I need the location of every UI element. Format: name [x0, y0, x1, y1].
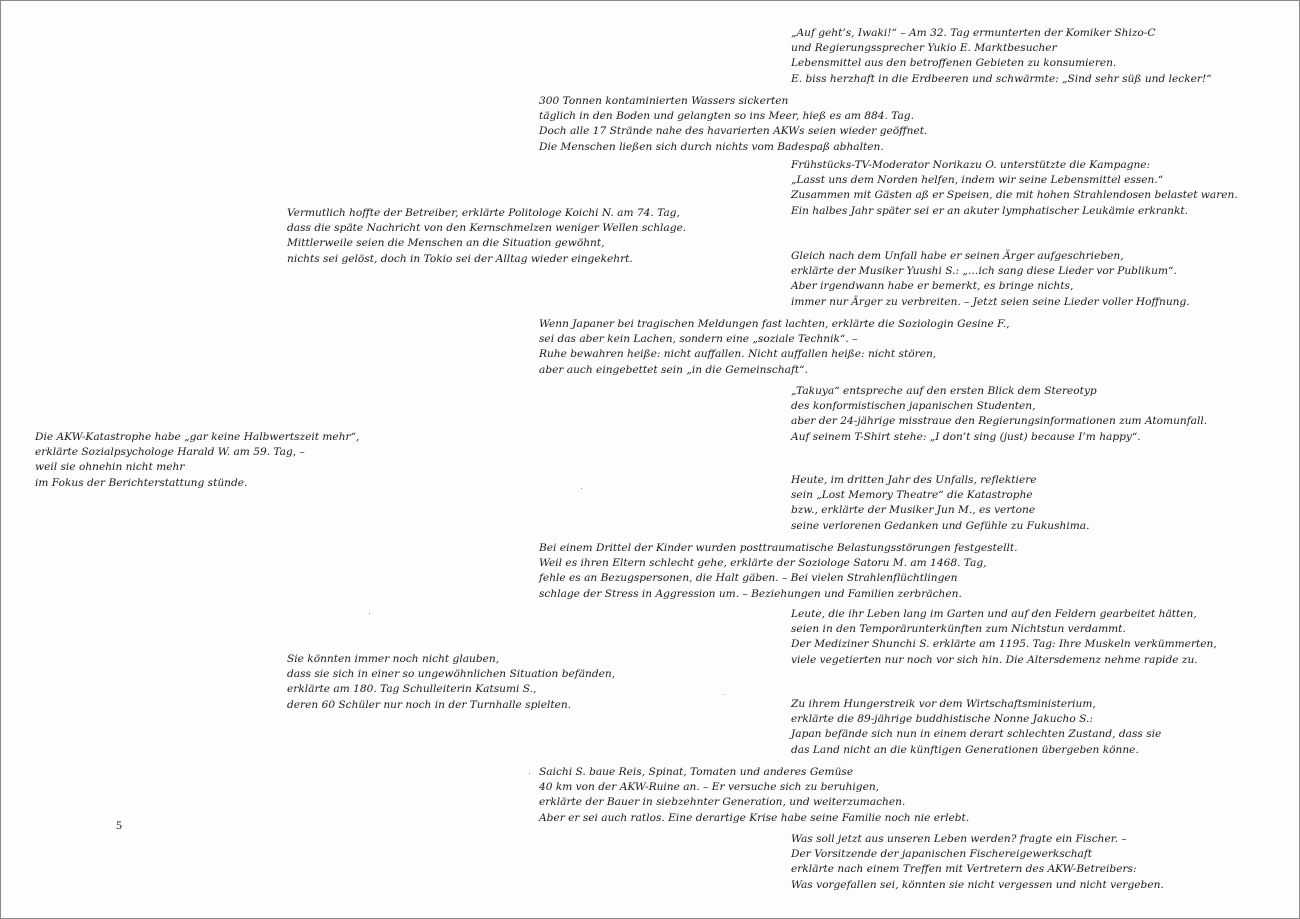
scan-speck — [529, 773, 530, 774]
text-line: Saichi S. baue Reis, Spinat, Tomaten und anderes Gemüse — [539, 766, 854, 778]
text-block-bauer — [539, 765, 969, 826]
text-line: im Fokus der Berichterstattung stünde. — [35, 476, 248, 489]
text-line: Aber irgendwann habe er bemerkt, es bringe nichts, — [791, 280, 1074, 293]
text-line: erklärte Sozialpsychologe Harald W. am 59. Tag, – — [35, 446, 305, 459]
text-line: Doch alle 17 Strände nahe des havarierten AKWs seien wieder geöffnet. — [539, 125, 928, 138]
text-block-musiker-yuushi — [791, 249, 1190, 310]
text-block-contaminated-water — [539, 94, 927, 155]
text-line: erklärte der Bauer in siebzehnter Generation, und weiterzumachen. — [539, 796, 906, 809]
text-line: „Lasst uns dem Norden helfen, indem wir seine Lebensmittel essen.“ — [791, 174, 1164, 187]
text-block-politologe — [287, 206, 686, 267]
text-line: Der Vorsitzende der japanischen Fischereigewerkschaft — [791, 848, 1093, 861]
text-line: immer nur Ärger zu verbreiten. – Jetzt seien seine Lieder voller Hoffnung. — [791, 295, 1190, 308]
text-line: fehle es an Bezugspersonen, die Halt gäben. – Bei vielen Strahlenflüchtlingen — [539, 572, 958, 585]
text-line: Frühstücks-TV-Moderator Norikazu O. unterstützte die Kampagne: — [791, 159, 1151, 171]
text-line: schlage der Stress in Aggression um. – Beziehungen und Familien zerbrächen. — [539, 587, 962, 600]
text-line: Ruhe bewahren heiße: nicht auffallen. Nicht auffallen heiße: nicht stören, — [539, 348, 937, 361]
text-line: seien in den Temporärunterkünften zum Nichtstun verdammt. — [791, 623, 1126, 636]
scan-speck — [581, 488, 582, 489]
text-line: Sie könnten immer noch nicht glauben, — [287, 653, 500, 665]
text-line: Aber er sei auch ratlos. Eine derartige Krise habe seine Familie noch nie erlebt. — [539, 811, 970, 824]
text-line: Mittlerweile seien die Menschen an die Situation gewöhnt, — [287, 237, 605, 250]
text-line: Was vorgefallen sei, könnten sie nicht vergessen und nicht vergeben. — [791, 878, 1164, 891]
text-line: Ein halbes Jahr später sei er an akuter lymphatischer Leukämie erkrankt. — [791, 204, 1188, 217]
scan-speck — [369, 613, 370, 614]
text-line: seine verlorenen Gedanken und Gefühle zu Fukushima. — [791, 519, 1090, 532]
text-block-lost-memory-theatre — [791, 473, 1089, 534]
text-line: erklärte der Musiker Yuushi S.: „…ich sang diese Lieder vor Publikum“. — [791, 265, 1177, 278]
text-line: das Land nicht an die künftigen Generationen übergeben könne. — [791, 743, 1139, 756]
text-block-hungerstreik — [791, 697, 1161, 758]
text-line: Der Mediziner Shunchi S. erklärte am 1195. Tag: Ihre Muskeln verkümmerten, — [791, 638, 1217, 651]
text-block-kinder — [539, 541, 1018, 602]
text-line: Wenn Japaner bei tragischen Meldungen fast lachten, erklärte die Soziologin Gesine F., — [539, 318, 1010, 330]
text-line: und Regierungssprecher Yukio E. Marktbesucher — [791, 42, 1057, 55]
text-line: dass sie sich in einer so ungewöhnlichen Situation befänden, — [287, 668, 616, 681]
text-line: Zu ihrem Hungerstreik vor dem Wirtschaftsministerium, — [791, 698, 1096, 710]
text-block-schulleiterin — [287, 652, 615, 713]
text-line: Die Menschen ließen sich durch nichts vom Badespaß abhalten. — [539, 140, 884, 153]
text-line: Zusammen mit Gästen aß er Speisen, die mit hohen Strahlendosen belastet waren. — [791, 189, 1238, 202]
text-block-tv-moderator — [791, 158, 1238, 219]
text-line: weil sie ohnehin nicht mehr — [35, 461, 185, 474]
text-line: „Takuya“ entspreche auf den ersten Blick dem Stereotyp — [791, 385, 1097, 397]
text-line: aber auch eingebettet sein „in die Gemeinschaft“. — [539, 363, 808, 376]
text-line: Lebensmittel aus den betroffenen Gebieten zu konsumieren. — [791, 57, 1117, 70]
text-line: Gleich nach dem Unfall habe er seinen Ärger aufgeschrieben, — [791, 250, 1124, 262]
text-line: nichts sei gelöst, doch in Tokio sei der Alltag wieder eingekehrt. — [287, 252, 633, 265]
text-line: „Auf geht’s, Iwaki!“ – Am 32. Tag ermunterten der Komiker Shizo-C — [791, 27, 1156, 39]
text-block-takuya — [791, 384, 1207, 445]
text-line: Bei einem Drittel der Kinder wurden posttraumatische Belastungsstörungen festgestellt. — [539, 542, 1018, 554]
text-line: E. biss herzhaft in die Erdbeeren und schwärmte: „Sind sehr süß und lecker!“ — [791, 72, 1212, 85]
text-line: dass die späte Nachricht von den Kernschmelzen weniger Wellen schlage. — [287, 222, 687, 235]
text-line: Auf seinem T-Shirt stehe: „I don’t sing (just) because I’m happy“. — [791, 430, 1141, 443]
text-line: des konformistischen japanischen Studenten, — [791, 400, 1036, 413]
text-line: täglich in den Boden und gelangten so ins Meer, hieß es am 884. Tag. — [539, 110, 914, 123]
text-block-iwaki — [791, 26, 1212, 87]
text-line: Japan befände sich nun in einem derart schlechten Zustand, dass sie — [791, 728, 1162, 741]
page-number: 5 — [116, 818, 122, 832]
text-line: erklärte die 89-jährige buddhistische Nonne Jakucho S.: — [791, 713, 1093, 726]
text-line: Was soll jetzt aus unseren Leben werden? fragte ein Fischer. – — [791, 833, 1127, 845]
text-line: 40 km von der AKW-Ruine an. – Er versuche sich zu beruhigen, — [539, 781, 880, 794]
text-line: bzw., erklärte der Musiker Jun M., es vertone — [791, 504, 1036, 517]
text-line: deren 60 Schüler nur noch in der Turnhalle spielten. — [287, 698, 572, 711]
text-block-halbwertszeit — [35, 430, 359, 491]
text-block-fischer — [791, 832, 1164, 893]
text-line: viele vegetierten nur noch vor sich hin. Die Altersdemenz nehme rapide zu. — [791, 653, 1198, 666]
text-block-soziologin — [539, 317, 1010, 378]
text-block-temporaerunterkuenfte — [791, 607, 1217, 668]
text-line: sein „Lost Memory Theatre“ die Katastrophe — [791, 489, 1033, 502]
text-line: aber der 24-jährige misstraue den Regierungsinformationen zum Atomunfall. — [791, 415, 1208, 428]
text-line: erklärte am 180. Tag Schulleiterin Katsumi S., — [287, 683, 537, 696]
text-line: Leute, die ihr Leben lang im Garten und auf den Feldern gearbeitet hätten, — [791, 608, 1197, 620]
text-line: Heute, im dritten Jahr des Unfalls, reflektiere — [791, 474, 1037, 486]
text-line: 300 Tonnen kontaminierten Wassers sickerten — [539, 95, 789, 107]
text-line: erklärte nach einem Treffen mit Vertretern des AKW-Betreibers: — [791, 863, 1137, 876]
text-line: sei das aber kein Lachen, sondern eine „soziale Technik“. – — [539, 333, 858, 346]
text-line: Weil es ihren Eltern schlecht gehe, erklärte der Soziologe Satoru M. am 1468. Tag, — [539, 557, 987, 570]
text-line: Die AKW-Katastrophe habe „gar keine Halbwertszeit mehr“, — [35, 431, 360, 443]
scan-speck — [723, 694, 724, 695]
text-line: Vermutlich hoffte der Betreiber, erklärte Politologe Koichi N. am 74. Tag, — [287, 207, 680, 219]
